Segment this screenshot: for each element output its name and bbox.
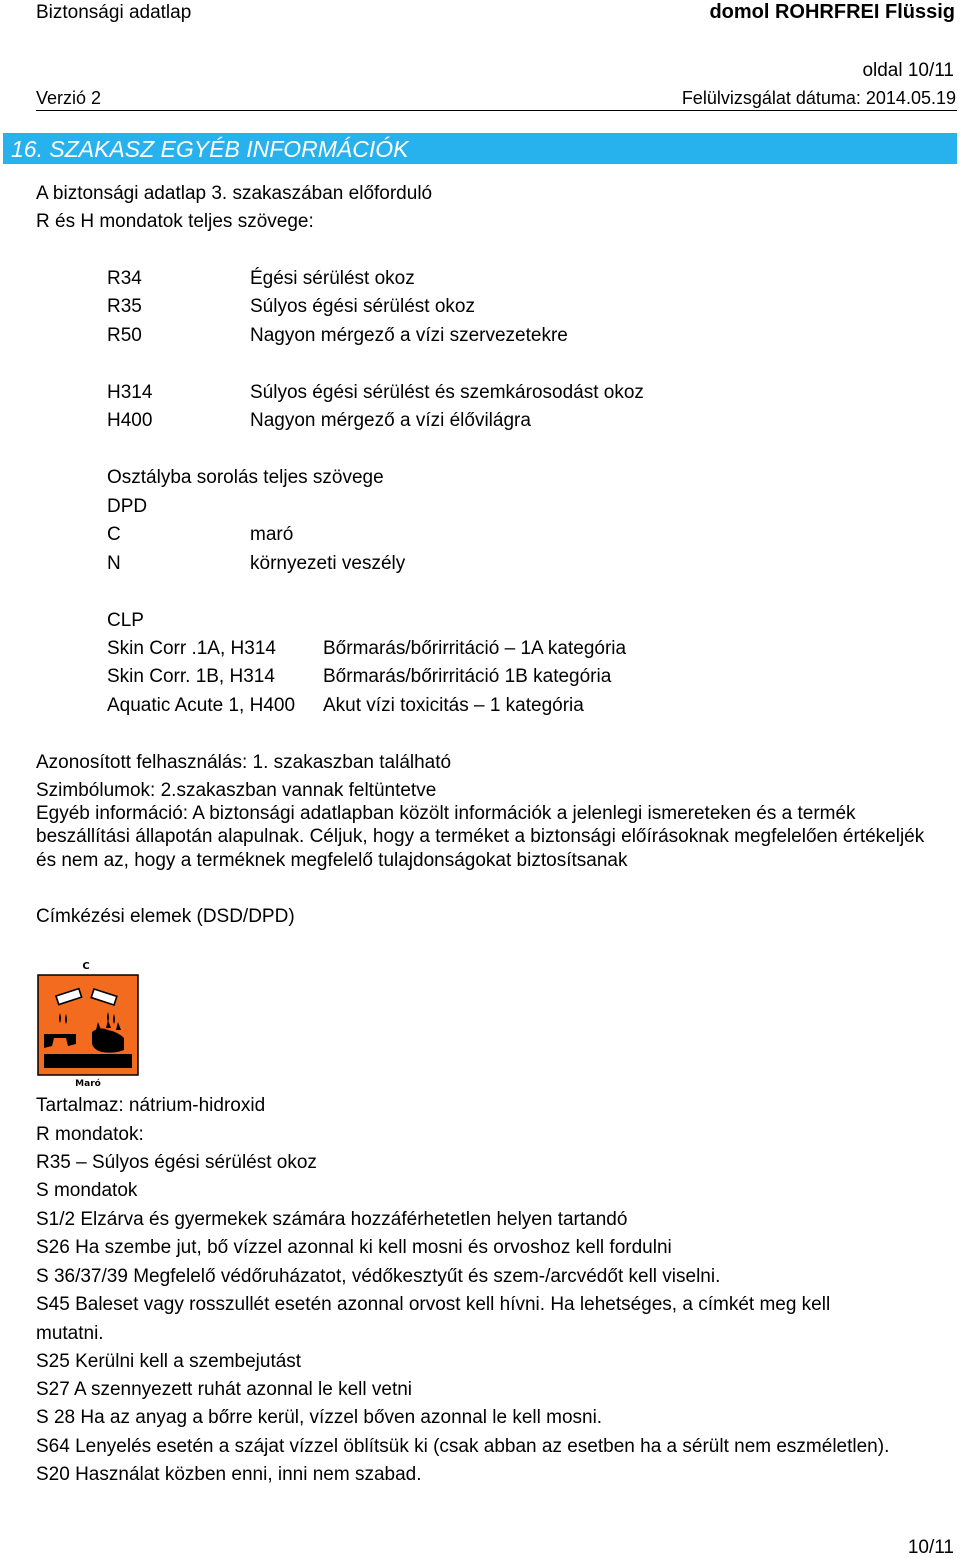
dpd-text: környezeti veszély: [250, 553, 406, 574]
labeling-title: Címkézési elemek (DSD/DPD): [36, 906, 295, 927]
r-text: Nagyon mérgező a vízi szervezetekre: [250, 325, 568, 346]
section-title: 16. SZAKASZ EGYÉB INFORMÁCIÓK: [11, 136, 409, 162]
r-sentence: R35 – Súlyos égési sérülést okoz: [36, 1152, 317, 1173]
other-info: Egyéb információ: A biztonsági adatlapban közölt információk a jelenlegi ismereteken és a termék beszállítási állapotán alapulnak. Céljuk, hogy a terméket a biztonsági előírásoknak megfelelően értékeljék és nem az, hogy a terméknek megfelelő tulajdonságokat biztosítsanak: [36, 803, 925, 871]
s-sentences-label: S mondatok: [36, 1180, 138, 1201]
h-text: Nagyon mérgező a vízi élővilágra: [250, 410, 531, 431]
s-sentence: S26 Ha szembe jut, bő vízzel azonnal ki kell mosni és orvoshoz kell fordulni: [36, 1237, 672, 1258]
classification-title: Osztályba sorolás teljes szövege: [107, 467, 384, 488]
clp-code: Aquatic Acute 1, H400: [107, 695, 296, 716]
contains-line: Tartalmaz: nátrium-hidroxid: [36, 1095, 266, 1116]
s-sentence: S 28 Ha az anyag a bőrre kerül, vízzel bőven azonnal le kell mosni.: [36, 1407, 603, 1428]
dpd-label: DPD: [107, 496, 148, 517]
symbol-letter: C: [82, 961, 90, 972]
version-label: Verzió 2: [36, 88, 102, 108]
dpd-text: maró: [250, 524, 294, 545]
identified-use: Azonosított felhasználás: 1. szakaszban található: [36, 752, 452, 773]
r-text: Égési sérülést okoz: [250, 268, 415, 289]
clp-text: Akut vízi toxicitás – 1 kategória: [323, 695, 584, 716]
h-text: Súlyos égési sérülést és szemkárosodást okoz: [250, 382, 644, 403]
clp-text: Bőrmarás/bőrirritáció 1B kategória: [323, 666, 612, 687]
s-sentence: S25 Kerülni kell a szembejutást: [36, 1351, 302, 1372]
r-text: Súlyos égési sérülést okoz: [250, 296, 475, 317]
s-sentence: S1/2 Elzárva és gyermekek számára hozzáférhetetlen helyen tartandó: [36, 1209, 628, 1230]
clp-text: Bőrmarás/bőrirritáció – 1A kategória: [323, 638, 627, 659]
page-number-top: oldal 10/11: [862, 60, 954, 81]
clp-label: CLP: [107, 610, 144, 631]
s-sentence: S20 Használat közben enni, inni nem szabad.: [36, 1464, 422, 1485]
h-code: H400: [107, 410, 153, 431]
r-code: R34: [107, 268, 142, 289]
s-sentence: S 36/37/39 Megfelelő védőruházatot, védőkesztyűt és szem-/arcvédőt kell viselni.: [36, 1266, 721, 1287]
symbols-info: Szimbólumok: 2.szakaszban vannak feltüntetve: [36, 780, 437, 801]
page-number-bottom: 10/11: [907, 1537, 954, 1558]
symbol-caption: Maró: [75, 1079, 101, 1088]
dpd-code: C: [107, 524, 121, 545]
s-sentence: S27 A szennyezett ruhát azonnal le kell vetni: [36, 1379, 413, 1400]
corrosive-icon: [36, 958, 142, 1088]
r-sentences-label: R mondatok:: [36, 1124, 144, 1145]
clp-code: Skin Corr .1A, H314: [107, 638, 276, 659]
s-sentence: S64 Lenyelés esetén a szájat vízzel öblítsük ki (csak abban az esetben ha a sérült nem eszméletlen).: [36, 1436, 890, 1457]
r-code: R35: [107, 296, 142, 317]
intro-line-1: A biztonsági adatlap 3. szakaszában előforduló: [36, 183, 433, 204]
clp-code: Skin Corr. 1B, H314: [107, 666, 275, 687]
intro-line-2: R és H mondatok teljes szövege:: [36, 211, 314, 232]
h-code: H314: [107, 382, 153, 403]
product-name: domol ROHRFREI Flüssig: [709, 1, 955, 23]
document-type: Biztonsági adatlap: [36, 2, 192, 23]
r-code: R50: [107, 325, 142, 346]
section-header: [3, 133, 957, 164]
dpd-code: N: [107, 553, 121, 574]
s-sentence: S45 Baleset vagy rosszullét esetén azonnal orvost kell hívni. Ha lehetséges, a címkét meg kell mutatni.: [36, 1294, 831, 1344]
header-divider: [36, 110, 957, 111]
revision-date: Felülvizsgálat dátuma: 2014.05.19: [681, 88, 956, 108]
